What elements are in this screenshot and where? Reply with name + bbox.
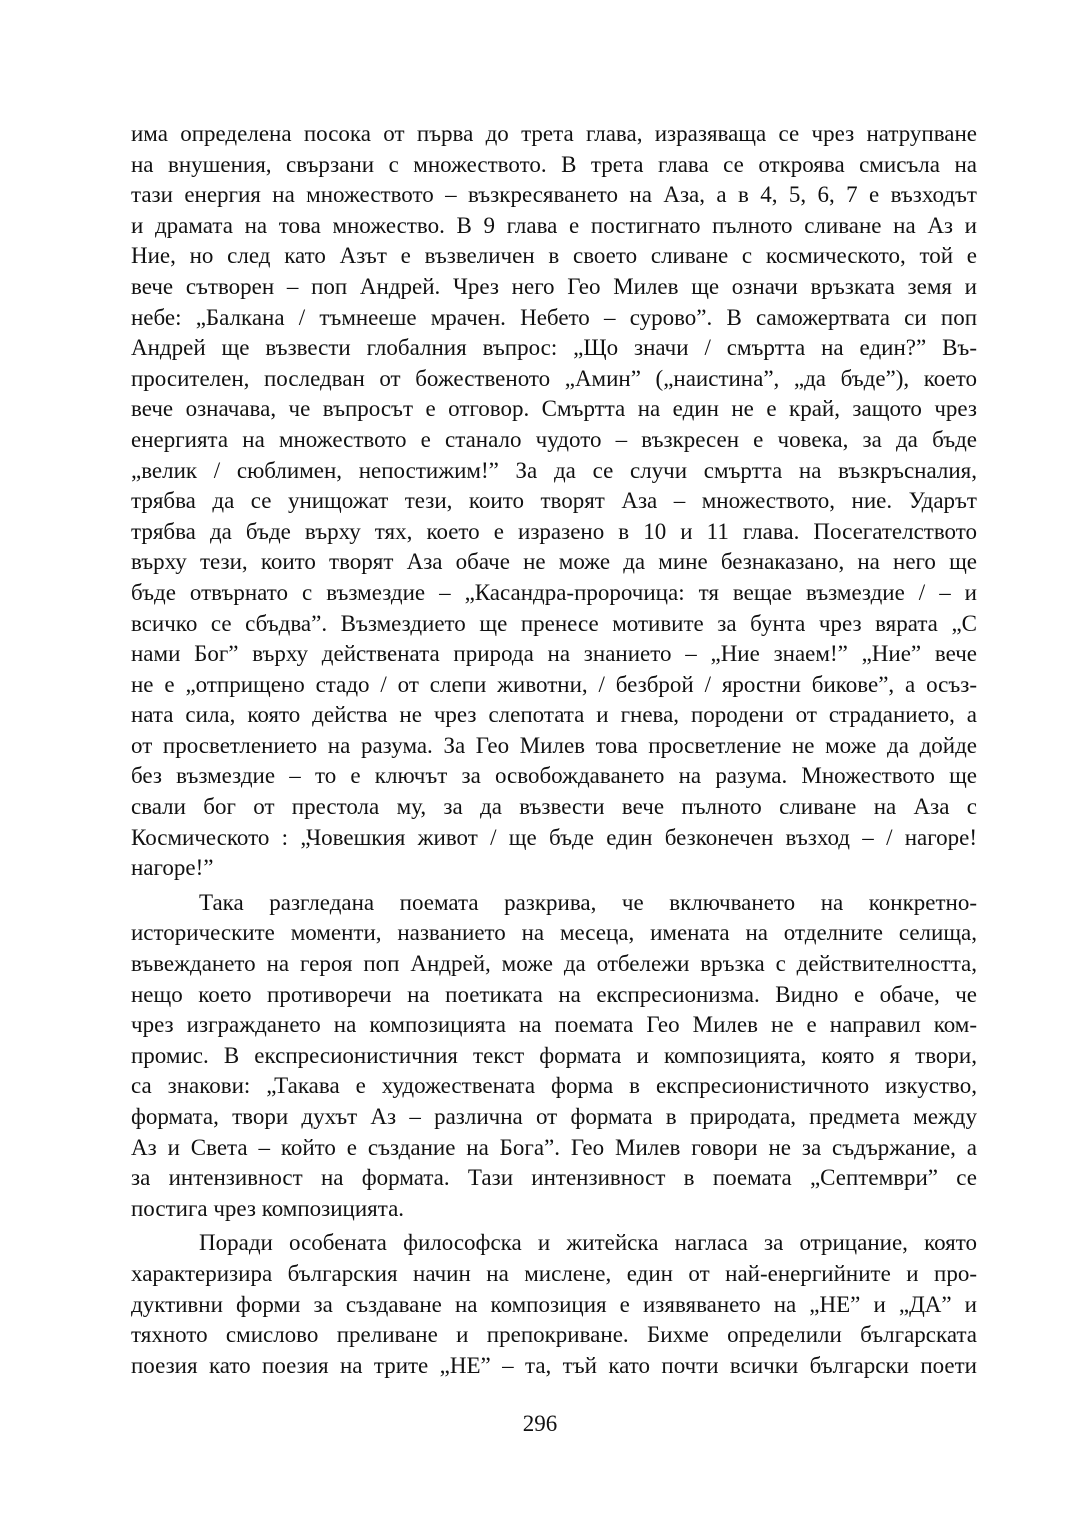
text-line: трябва да се унищожат тези, които творят Аза – множеството, ние. Ударът <box>131 488 977 514</box>
text-line: има определена посока от първа до трета глава, изразяваща се чрез натрупване <box>131 121 977 146</box>
text-line: трябва да бъде върху тях, което е изразено в 10 и 11 глава. Посегателството <box>131 518 977 544</box>
text-line: Така разгледана поемата разкрива, че включването на конкретно- <box>199 889 977 915</box>
text-line: ната сила, която действа не чрез слепотата и гнева, породени от страданието, а <box>131 702 977 728</box>
text-line: за интензивност на формата. Тази интензивност в поемата „Септември” се <box>131 1165 977 1191</box>
text-line: чрез изграждането на композицията на поемата Гео Милев не е направил ком- <box>131 1012 977 1038</box>
body-text <box>131 119 977 1381</box>
text-line: тяхното смислово преливане и препокриване. Бихме определили българската <box>131 1322 977 1348</box>
paragraph-3 <box>131 1228 977 1381</box>
text-line: дуктивни форми за създаване на композиция е изявяването на „НЕ” и „ДА” и <box>131 1291 977 1317</box>
text-line: вече сътворен – поп Андрей. Чрез него Гео Милев ще означи връзката земя и <box>131 273 977 299</box>
text-line: енергията на множеството е станало чудото – възкресен е човека, за да бъде <box>131 426 977 452</box>
text-line: формата, твори духът Аз – различна от формата в природата, предмета между <box>131 1104 977 1129</box>
text-line: нещо което противоречи на поетиката на експресионизма. Видно е обаче, че <box>131 981 977 1007</box>
text-line: промис. В експресионистичния текст формата и композицията, която я твори, <box>131 1042 977 1068</box>
text-line: свали бог от престола му, за да възвести вече пълното сливане на Аза с <box>131 794 977 820</box>
text-line: поезия като поезия на трите „НЕ” – та, тъй като почти всички български поети <box>131 1352 977 1378</box>
text-line: Андрей ще възвести глобалния въпрос: „Що значи / смъртта на един?” Въ- <box>131 335 977 361</box>
text-line: върху тези, които творят Аза обаче не може да мине безнаказано, на него ще <box>131 549 977 575</box>
text-line: всичко се сбъдва”. Възмездието ще пренесе мотивите за бунта чрез вярата „С <box>131 610 977 636</box>
paragraph-2 <box>131 888 977 1225</box>
text-line: от просветлението на разума. За Гео Милев това просветление не може да дойде <box>131 732 977 758</box>
text-line: са знакови: „Такава е художествената форма в експресионистичното изкуство, <box>131 1073 977 1099</box>
text-line: въвеждането на героя поп Андрей, може да отбележи връзка с действителността, <box>131 951 977 977</box>
text-line: на внушения, свързани с множеството. В трета глава се откроява смисъла на <box>131 151 977 177</box>
text-line: тази енергия на множеството – възкресяването на Аза, а в 4, 5, 6, 7 е възходът <box>131 182 977 208</box>
text-line: без възмездие – то е ключът за освобождаването на разума. Множеството ще <box>131 763 977 789</box>
text-line: Аз и Света – който е създание на Бога”. Гео Милев говори не за съдържание, а <box>131 1134 977 1160</box>
text-line: вече означава, че въпросът е отговор. Смъртта на един не е край, защото чрез <box>131 396 977 422</box>
text-line: небе: „Балкана / тъмнееше мрачен. Небето – сурово”. В саможертвата си поп <box>131 304 977 330</box>
text-line: бъде отвърнато с възмездие – „Касандра-пророчица: тя вещае възмездие / – и <box>131 579 977 605</box>
page-number: 296 <box>522 1411 558 1436</box>
text-line: историческите моменти, названието на месеца, имената на отделните селища, <box>131 920 977 946</box>
text-line: „велик / сюблимен, непостижим!” За да се случи смъртта на възкръсналия, <box>131 457 977 483</box>
text-line: Ние, но след като Азът е възвеличен в своето сливане с космическото, той е <box>131 243 977 269</box>
text-line: Поради особената философска и житейска нагласа за отрицание, която <box>199 1230 977 1256</box>
text-line: характеризира българския начин на мислене, един от най-енергийните и про- <box>131 1260 977 1286</box>
text-line: нами Бог” върху действената природа на знанието – „Ние знаем!” „Ние” вече <box>131 641 977 667</box>
text-line: Космическото : „Човешкия живот / ще бъде един безконечен възход – / нагоре! <box>131 824 977 850</box>
text-line: и драмата на това множество. В 9 глава е постигнато пълното сливане на Аз и <box>131 212 977 238</box>
text-line: просителен, последван от божественото „Амин” („наистина”, „да бъде”), което <box>131 365 977 391</box>
paragraph-1 <box>131 119 977 884</box>
text-line: нагоре!” <box>131 855 214 881</box>
text-line: не е „отприщено стадо / от слепи животни, / безброй / яростни бикове”, а осъз- <box>131 671 977 697</box>
text-line: постига чрез композицията. <box>131 1195 405 1221</box>
